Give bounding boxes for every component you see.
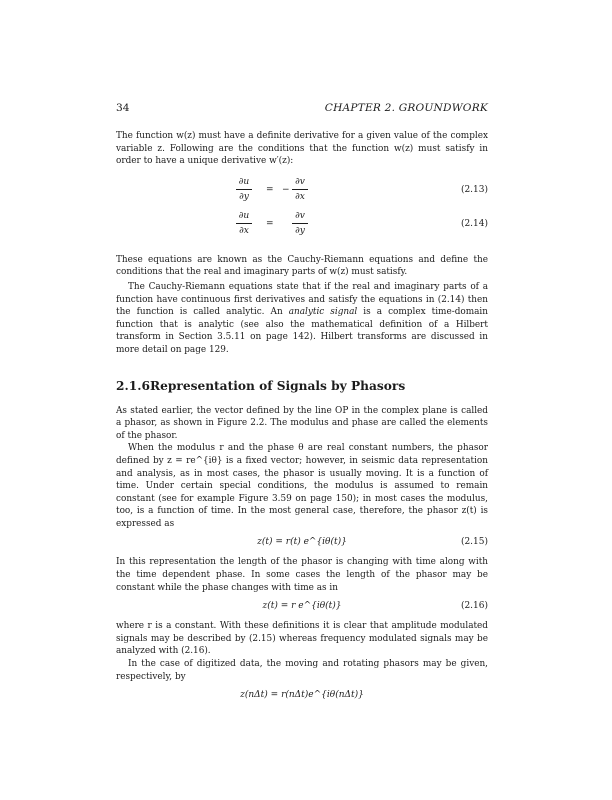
- equation-2-13: [116, 174, 488, 210]
- eq-discrete-expression: z(nΔt) = r(nΔt)e^{iθ(nΔt)}: [240, 690, 364, 701]
- equation-discrete: [116, 683, 488, 709]
- cauchy-riemann-equations: [116, 174, 488, 248]
- eq214-rhs-num: ∂v: [295, 210, 305, 221]
- running-header: [116, 102, 488, 116]
- eq213-lhs-den: ∂y: [239, 191, 249, 202]
- phasor-paragraph-4: where r is a constant. With these definitions it is clear that amplitude modulated signals may be described by (2.15) whereas frequency modulated signals may be analyzed with (2.16).: [116, 621, 488, 657]
- eq213-lhs-num: ∂u: [238, 176, 250, 187]
- body-text: [116, 130, 488, 709]
- phasor-paragraph-5: In the case of digitized data, the moving and rotating phasors may be given, respectively, by: [116, 659, 488, 682]
- equation-2-14: [116, 210, 488, 246]
- equation-2-16: [116, 594, 488, 620]
- eq213-minus: −: [282, 184, 290, 195]
- chapter-title: CHAPTER 2. GROUNDWORK: [324, 102, 488, 114]
- phasor-paragraph-1: As stated earlier, the vector defined by the line OP in the complex plane is called a phasor, as shown in Figure 2.2. The modulus and phase are called the elements of the phasor.: [116, 405, 488, 441]
- eq215-number: (2.15): [460, 537, 488, 548]
- cauchy-paragraph-1: These equations are known as the Cauchy-Riemann equations and define the conditions that the real and imaginary parts of w(z) must satisfy.: [116, 254, 488, 278]
- equation-2-15: [116, 530, 488, 556]
- eq213-number: (2.13): [460, 184, 488, 195]
- phasor-paragraph-2: When the modulus r and the phase θ are real constant numbers, the phasor defined by z = re^{iθ} is a fixed vector; however, in seismic data representation and analysis, as in most cases, the phasor is usually moving. It is a function of time. Under certain special conditions, the modulus is assumed to remain constant (see for example Figure 3.59 on page 150); in most cases the modulus, too, is a function of time. In the most general case, therefore, the phasor z(t) is expressed as: [116, 443, 488, 529]
- eq214-number: (2.14): [460, 218, 488, 229]
- eq216-expression: z(t) = r e^{iθ(t)}: [262, 601, 342, 612]
- eq214-rhs-den: ∂y: [295, 225, 305, 236]
- eq214-lhs-den: ∂x: [239, 225, 249, 236]
- eq213-rhs-num: ∂v: [295, 176, 305, 187]
- eq214-lhs-num: ∂u: [238, 210, 250, 221]
- section-title: Representation of Signals by Phasors: [150, 378, 406, 393]
- eq215-expression: z(t) = r(t) e^{iθ(t)}: [257, 537, 347, 548]
- page-number: 34: [116, 102, 130, 114]
- section-heading: [116, 379, 488, 393]
- eq213-sign: =: [266, 184, 274, 195]
- analytic-signal-term: analytic signal: [288, 307, 358, 318]
- section-number: 2.1.6: [116, 378, 150, 393]
- cauchy-paragraph-2: The Cauchy-Riemann equations state that if the real and imaginary parts of a function have continuous first derivatives and satisfy the equations in (2.14) then the function is called analytic. An analytic signal is a complex time-domain function that is analytic (see also the mathematical definition of a Hilbert transform in Section 3.5.11 on page 142). Hilbert transforms are discussed in more detail on page 129.: [116, 281, 488, 355]
- intro-paragraph: The function w(z) must have a definite derivative for a given value of the complex variable z. Following are the conditions that the function w(z) must satisfy in order to have a unique derivative w′(z):: [116, 131, 488, 167]
- eq213-rhs-den: ∂x: [295, 191, 305, 202]
- phasor-paragraph-3: In this representation the length of the phasor is changing with time along with the time dependent phase. In some cases the length of the phasor may be constant while the phase changes with time as in: [116, 557, 488, 593]
- eq214-sign: =: [266, 218, 274, 229]
- eq216-number: (2.16): [460, 601, 488, 612]
